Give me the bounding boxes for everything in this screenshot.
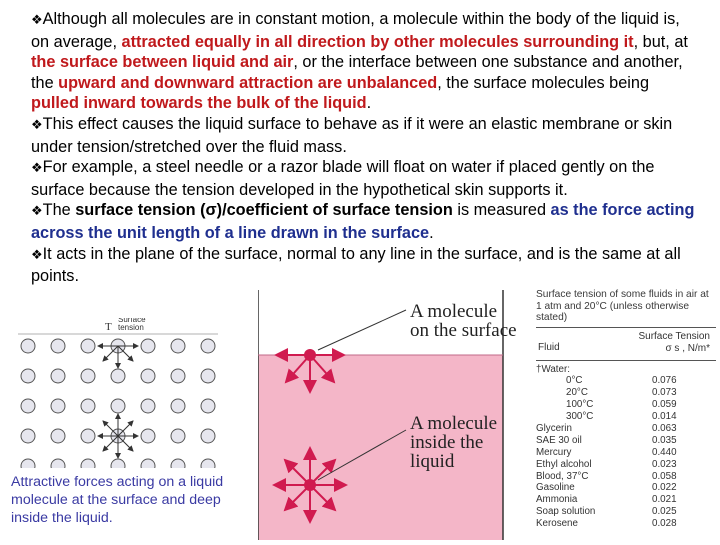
molecule-circle (21, 459, 35, 468)
molecule-circle (171, 339, 185, 353)
tension-symbol: T (105, 321, 112, 333)
surface-tension-value: 0.022 (652, 482, 677, 494)
fluid-name: 300°C (566, 411, 594, 423)
table-row (536, 364, 716, 376)
text-segment: the surface between liquid and air (31, 53, 294, 72)
molecule-circle (51, 429, 65, 443)
molecule-circle (201, 429, 215, 443)
table-header (536, 327, 716, 361)
lattice-svg (18, 318, 218, 468)
surface-tension-table (536, 289, 716, 530)
col-value (638, 331, 710, 355)
surface-tension-value: 0.025 (652, 506, 677, 518)
surface-tension-value: 0.073 (652, 387, 677, 399)
table-row (536, 411, 716, 423)
molecule-circle (81, 459, 95, 468)
table-row (536, 423, 716, 435)
fluid-name: Gasoline (536, 482, 575, 494)
fluid-name: Soap solution (536, 506, 596, 518)
surface-tension-value: 0.440 (652, 446, 677, 458)
table-row (536, 471, 716, 483)
diamond-bullet-icon: ❖ (31, 117, 43, 133)
molecule-circle (51, 339, 65, 353)
col-value-1: Surface Tension (638, 330, 710, 342)
table-row (536, 387, 716, 399)
molecule-circle (51, 399, 65, 413)
force-arrow (118, 436, 133, 451)
table-row (536, 494, 716, 506)
fluid-name: Ethyl alcohol (536, 458, 592, 470)
paragraph (31, 200, 696, 243)
fluid-name: 20°C (566, 387, 588, 399)
molecule-circle (21, 369, 35, 383)
table-body (536, 364, 716, 530)
diamond-bullet-icon: ❖ (31, 247, 43, 263)
pointer-surface (318, 310, 406, 350)
molecule-circle (201, 339, 215, 353)
molecule-circle (81, 369, 95, 383)
molecule-circle (81, 429, 95, 443)
paragraph (31, 157, 696, 200)
molecule-circle (201, 459, 215, 468)
text-segment: This effect causes the liquid surface to behave as if it were an elastic membrane or skin under tension/stretched over the fluid mass. (31, 114, 673, 156)
col-fluid: Fluid (538, 341, 560, 353)
molecule-circle (141, 339, 155, 353)
text-segment: upward and downward attraction are unbalanced (58, 73, 438, 92)
table-row (536, 435, 716, 447)
text-segment: . (366, 94, 372, 113)
molecule-circle (141, 369, 155, 383)
text-segment: Although all molecules are in constant motion, a molecule within the body of the liquid is, on average, (31, 10, 680, 51)
body-text (31, 9, 696, 287)
surface-tension-value: 0.058 (652, 470, 677, 482)
fluid-name: Kerosene (536, 518, 578, 530)
text-segment: , or the interface between one substance and another, the (31, 53, 683, 92)
table-row (536, 375, 716, 387)
paragraph (31, 244, 696, 287)
text-segment: , but, at (633, 32, 688, 51)
molecule-circle (141, 459, 155, 468)
diamond-bullet-icon: ❖ (31, 13, 43, 28)
surface-tension-value: 0.014 (652, 411, 677, 423)
label-surface-1: A molecule (410, 301, 498, 322)
molecule-circle (171, 429, 185, 443)
molecule-circle (21, 339, 35, 353)
col-value-2: σ s , N/m* (665, 342, 710, 354)
molecule-circle (51, 369, 65, 383)
fluid-name: 100°C (566, 399, 594, 411)
fluid-name: SAE 30 oil (536, 434, 582, 446)
force-arrow (103, 421, 118, 436)
figure-caption: Attractive forces acting on a liquid molecule at the surface and deep inside the liquid. (11, 474, 224, 526)
molecule-circle (141, 429, 155, 443)
surface-tension-value: 0.076 (652, 375, 677, 387)
fluid-name: Ammonia (536, 494, 578, 506)
fluid-name: Blood, 37°C (536, 470, 589, 482)
text-segment: The (42, 201, 76, 220)
molecule-circle (81, 339, 95, 353)
surface-tension-value: 0.063 (652, 422, 677, 434)
label-surface-2: on the surface (410, 320, 517, 341)
table-row (536, 399, 716, 411)
text-segment: It acts in the plane of the surface, normal to any line in the surface, and is the same at all points. (31, 244, 681, 286)
molecule-circle (81, 399, 95, 413)
fluid-name: Mercury (536, 446, 572, 458)
table-caption: Surface tension of some fluids in air at 1 atm and 20°C (unless otherwise stated) (536, 289, 709, 323)
molecule-circle (171, 399, 185, 413)
force-arrow (103, 346, 118, 361)
surface-tension-value: 0.023 (652, 458, 677, 470)
table-row (536, 459, 716, 471)
text-segment: is measured (452, 201, 551, 220)
table-row (536, 518, 716, 530)
label-inside-2: inside the (410, 432, 484, 453)
molecule-circle (141, 399, 155, 413)
force-arrow (118, 346, 133, 361)
molecule-circle (51, 459, 65, 468)
molecule-circle (171, 459, 185, 468)
molecule-lattice-figure (18, 318, 218, 473)
paragraph (31, 114, 696, 157)
label-inside-3: liquid (410, 451, 455, 472)
table-row (536, 506, 716, 518)
text-segment: pulled inward towards the bulk of the liquid (31, 94, 367, 113)
molecule-circle (201, 399, 215, 413)
surface-label-1: Surface (118, 318, 146, 324)
surface-tension-value: 0.028 (652, 518, 677, 530)
text-segment: attracted equally in all direction by other molecules surrounding it (121, 32, 634, 51)
surface-label-2: tension (118, 323, 144, 332)
molecule-circle (111, 369, 125, 383)
diamond-bullet-icon: ❖ (31, 204, 43, 220)
text-segment: as the force acting across the unit length of a line drawn in the surface (31, 201, 695, 242)
molecule-circle (21, 429, 35, 443)
text-segment: . (429, 223, 434, 242)
force-arrow (103, 436, 118, 451)
table-row (536, 482, 716, 494)
fluid-name: 0°C (566, 375, 583, 387)
text-segment: , the surface molecules being (437, 73, 650, 92)
fluid-name: Glycerin (536, 422, 572, 434)
text-segment: surface tension (σ)/coefficient of surface tension (75, 201, 453, 220)
surface-tension-value: 0.021 (652, 494, 677, 506)
beaker-figure (258, 290, 528, 545)
diamond-bullet-icon: ❖ (31, 161, 43, 177)
molecule-circle (201, 369, 215, 383)
table-row (536, 447, 716, 459)
molecule-circle (111, 399, 125, 413)
surface-tension-value: 0.035 (652, 434, 677, 446)
fluid-name: †Water: (536, 363, 570, 375)
molecule-circle (111, 459, 125, 468)
molecule-circle (171, 369, 185, 383)
force-arrow (118, 421, 133, 436)
molecule-circle (21, 399, 35, 413)
paragraph (31, 9, 696, 114)
surface-tension-value: 0.059 (652, 399, 677, 411)
label-inside-1: A molecule (410, 413, 498, 434)
text-segment: For example, a steel needle or a razor blade will float on water if placed gently on the surface because the tension developed in the hypothetical skin supports it. (31, 158, 655, 199)
